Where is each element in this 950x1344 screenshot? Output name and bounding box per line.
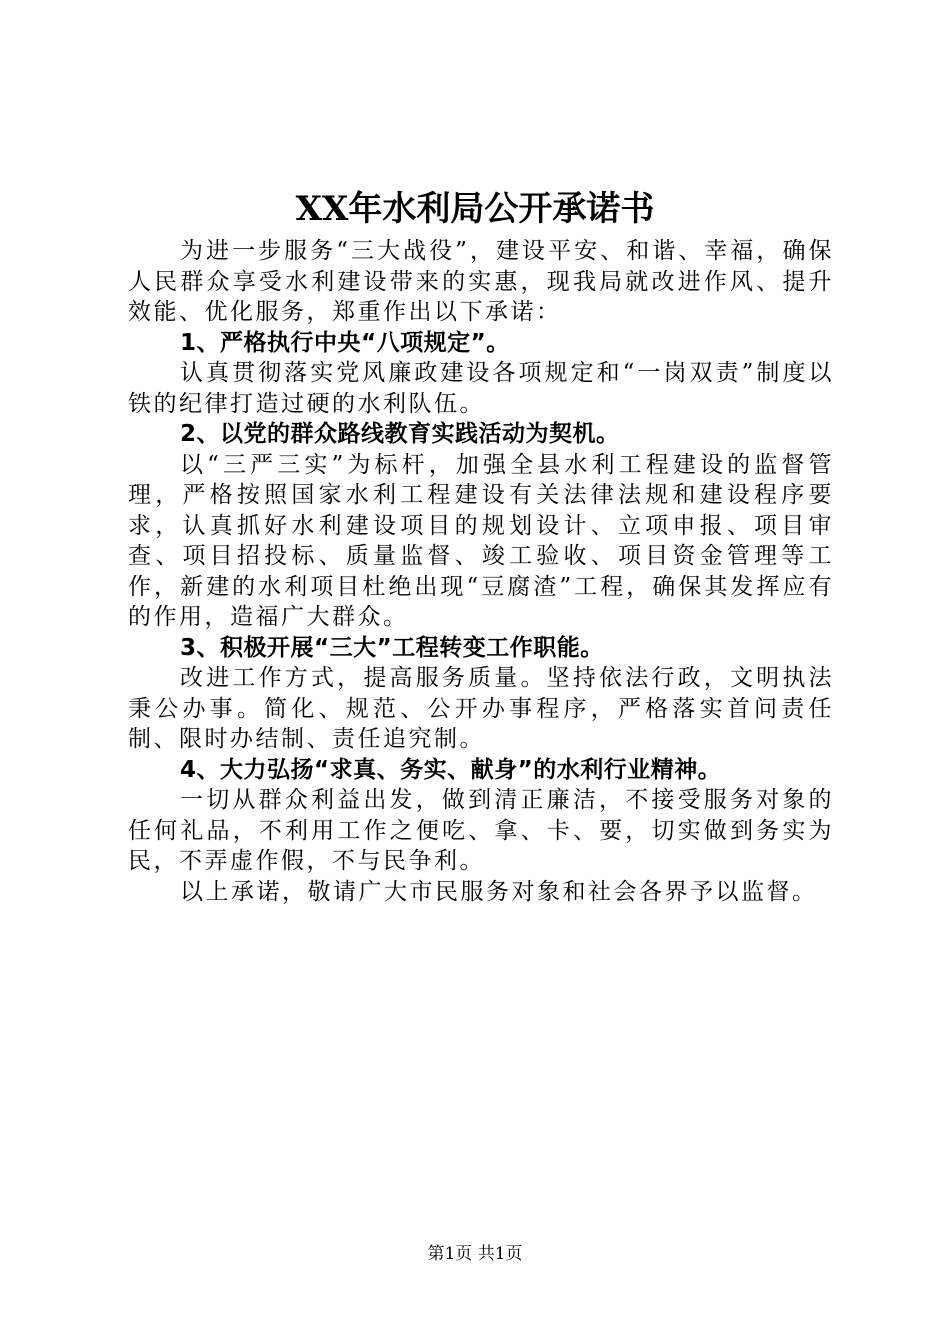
section-3-body: 改进工作方式，提高服务质量。坚持依法行政，文明执法秉公办事。简化、规范、公开办事程序，严格落实首问责任制、限时办结制、责任追究制。: [128, 665, 834, 752]
document-body: [128, 236, 834, 907]
page-footer: 第1页 共1页: [427, 1244, 523, 1264]
document-title: XX年水利局公开承诺书: [295, 189, 655, 229]
section-3-heading: 3、积极开展“三大”工程转变工作职能。: [180, 634, 604, 661]
section-2-heading: 2、以党的群众路线教育实践活动为契机。: [180, 421, 620, 447]
section-1-body: 认真贯彻落实党风廉政建设各项规定和“一岗双责”制度以铁的纪律打造过硬的水利队伍。: [128, 360, 834, 417]
section-4-heading: 4、大力弘扬“求真、务实、献身”的水利行业精神。: [180, 756, 722, 783]
section-4-body: 一切从群众利益出发，做到清正廉洁，不接受服务对象的任何礼品，不利用工作之便吃、拿、卡、要，切实做到务实为民，不弄虚作假，不与民争利。: [128, 787, 834, 874]
section-2-body: 以“三严三实”为标杆，加强全县水利工程建设的监督管理，严格按照国家水利工程建设有关法律法规和建设程序要求，认真抓好水利建设项目的规划设计、立项申报、项目审查、项目招投标、质量监督、竣工验收、项目资金管理等工作，新建的水利项目杜绝出现“豆腐渣”工程，确保其发挥应有的作用，造福广大群众。: [128, 451, 834, 630]
section-1-heading: 1、严格执行中央“八项规定”。: [180, 329, 510, 356]
intro-paragraph: 为进一步服务“三大战役”，建设平安、和谐、幸福，确保人民群众享受水利建设带来的实惠，现我局就改进作风、提升效能、优化服务，郑重作出以下承诺：: [128, 238, 834, 325]
closing-paragraph: 以上承诺，敬请广大市民服务对象和社会各界予以监督。: [180, 878, 818, 905]
